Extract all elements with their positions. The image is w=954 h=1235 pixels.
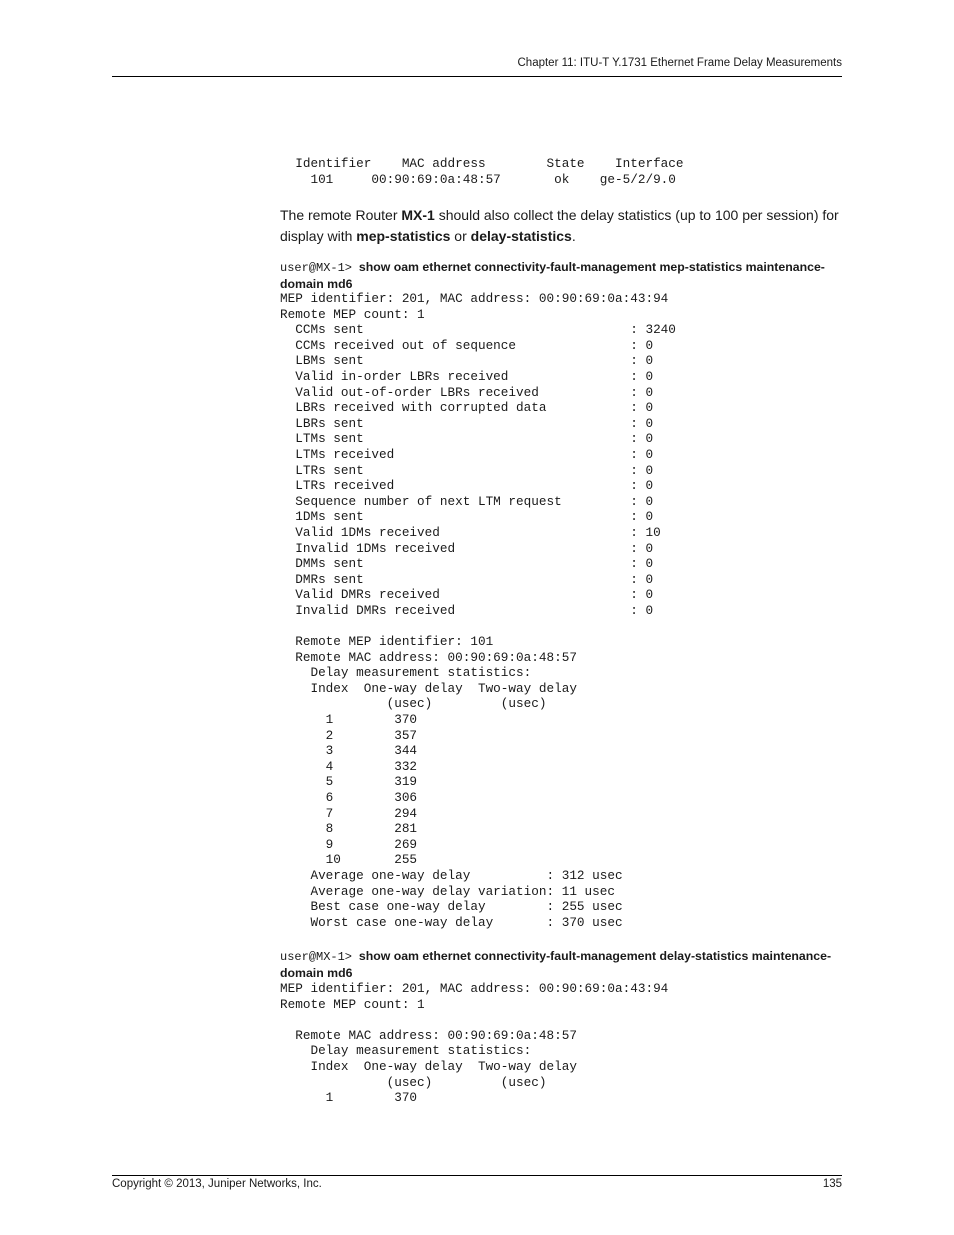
cli-command: show oam ethernet connectivity-fault-management delay-statistics maintenance-domain md6 xyxy=(280,949,832,980)
delay-statistics-output: MEP identifier: 201, MAC address: 00:90:69:0a:43:94 Remote MEP count: 1 Remote MAC address: 00:90:69:0a:48:57 Delay measurement statistics: Index One-way delay Two-way delay (usec) (usec) 1 370 xyxy=(280,981,669,1106)
running-header: Chapter 11: ITU-T Y.1731 Ethernet Frame Delay Measurements xyxy=(517,57,842,69)
router-name: MX-1 xyxy=(401,207,435,223)
page-number: 135 xyxy=(822,1178,842,1190)
mep-summary-table: Identifier MAC address State Interface 101 00:90:69:0a:48:57 ok ge-5/2/9.0 xyxy=(295,156,684,187)
mep-statistics-output: MEP identifier: 201, MAC address: 00:90:69:0a:43:94 Remote MEP count: 1 CCMs sent : 3240 CCMs received out of sequence : 0 LBMs sent : 0 Valid in-order LBRs received : 0 Valid out-of-order LBRs received : 0 LBRs received with corrupted data : 0 LBRs sent : 0 LTMs sent : 0 LTMs received : 0 LTRs sent : 0 LTRs received : 0 Sequence number of next LTM request : 0 1DMs sent : 0 Valid 1DMs received : 10 Invalid 1DMs received : 0 DMMs sent : 0 DMRs sent : 0 Valid DMRs received : 0 Invalid DMRs received : 0 Remote MEP identifier: 101 Remote MAC address: 00:90:69:0a:48:57 Delay measurement statistics: Index One-way delay Two-way delay (usec) (usec) 1 370 2 357 3 344 4 332 5 319 6 306 7 294 8 281 9 269 10 255 Average one-way delay : 312 usec Average one-way delay variation: 11 usec Best case one-way delay : 255 usec Worst case one-way delay : 370 usec xyxy=(280,291,676,930)
footer-rule xyxy=(112,1175,842,1176)
body-paragraph xyxy=(280,205,842,247)
para-text-3: or xyxy=(450,228,471,244)
cli-prompt: user@MX-1> xyxy=(280,950,353,964)
delay-statistics-keyword: delay-statistics xyxy=(470,228,572,244)
para-text-1: The remote Router xyxy=(280,207,402,223)
cli-prompt: user@MX-1> xyxy=(280,261,353,275)
command-line-delay-statistics xyxy=(280,948,842,981)
para-text-4: . xyxy=(571,228,576,244)
header-rule xyxy=(112,76,842,77)
para-text-2: should also collect the delay statistics (up to 100 per session) for display with xyxy=(280,207,839,244)
mep-statistics-keyword: mep-statistics xyxy=(356,228,451,244)
copyright-notice: Copyright © 2013, Juniper Networks, Inc. xyxy=(112,1178,322,1190)
command-line-mep-statistics xyxy=(280,259,842,292)
cli-command: show oam ethernet connectivity-fault-management mep-statistics maintenance-domain md6 xyxy=(280,260,825,291)
